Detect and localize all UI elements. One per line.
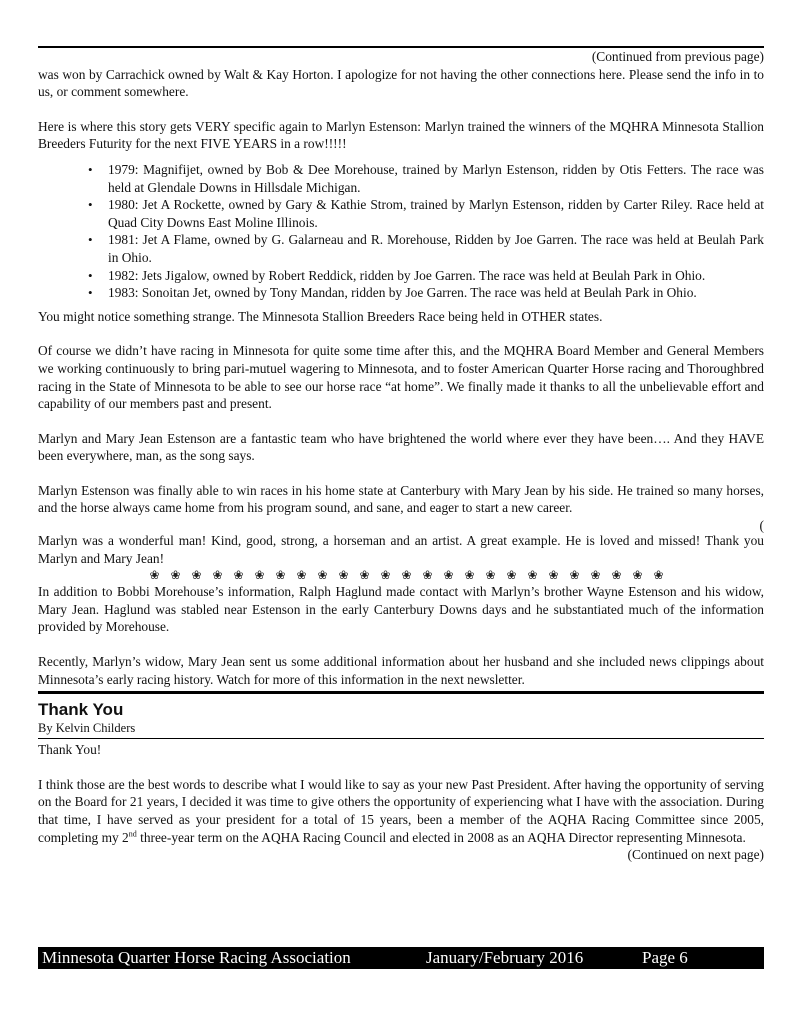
flower-icon: ❀ [401, 568, 412, 583]
flower-icon: ❀ [422, 568, 433, 583]
paragraph-4: Of course we didn’t have racing in Minnesota for quite some time after this, and the MQHRA Board Member and General Members we working continuously to bring pari-mutuel wagering to Minnesota, and to foster American Quarter Horse racing and Thoroughbred racing in the State of Minnesota to be able to see our horse race “at home”. We finally made it thanks to all the unbelievable effort and capability of our members past and present. [38, 343, 764, 412]
flower-icon: ❀ [632, 568, 643, 583]
thank-you-body [38, 776, 764, 846]
byline: By Kelvin Childers [38, 721, 136, 736]
paragraph-1: was won by Carrachick owned by Walt & Kay Horton. I apologize for not having the other connections here. Please send the info in to us, or comment somewhere. [38, 66, 764, 100]
flower-icon: ❀ [464, 568, 475, 583]
list-item: • 1981: Jet A Flame, owned by G. Galarneau and R. Morehouse, Ridden by Joe Garren. The race was held at Beulah Park in Ohio. [108, 231, 764, 266]
flower-icon: ❀ [380, 568, 391, 583]
flower-icon: ❀ [443, 568, 454, 583]
flower-icon: ❀ [485, 568, 496, 583]
section-divider [38, 691, 764, 694]
thank-you-opening: Thank You! [38, 742, 102, 758]
flower-icon: ❀ [653, 568, 664, 583]
list-item: • 1979: Magnifijet, owned by Bob & Dee Morehouse, trained by Marlyn Estenson, ridden by Otis Fetters. The race was held at Glendale Downs in Hillsdale Michigan. [108, 161, 764, 196]
list-item: • 1983: Sonoitan Jet, owned by Tony Mandan, ridden by Joe Garren. The race was held at Beulah Park in Ohio. [108, 284, 764, 302]
flower-icon: ❀ [548, 568, 559, 583]
footer-page-number: Page 6 [642, 948, 688, 967]
paragraph-8: In addition to Bobbi Morehouse’s information, Ralph Haglund made contact with Marlyn’s brother Wayne Estenson and his widow, Mary Jean. Haglund was stabled near Estenson in the early Canterbury Downs days and he substantiated much of the information provided by Morehouse. [38, 584, 764, 635]
section-title: Thank You [38, 700, 124, 720]
page-footer [38, 947, 764, 969]
list-item: • 1980: Jet A Rockette, owned by Gary & Kathie Strom, trained by Marlyn Estenson, ridden by Carter Riley. Race held at Quad City Downs East Moline Illinois. [108, 196, 764, 231]
paragraph-7: Marlyn was a wonderful man! Kind, good, strong, a horseman and an artist. A great example. He is loved and missed! Thank you Marlyn and Mary Jean! [38, 533, 764, 566]
list-item: • 1982: Jets Jigalow, owned by Robert Reddick, ridden by Joe Garren. The race was held at Beulah Park in Ohio. [108, 267, 764, 285]
ordinal-suffix: nd [128, 829, 137, 839]
flower-icon: ❀ [590, 568, 601, 583]
footer-organization: Minnesota Quarter Horse Racing Association [42, 948, 351, 967]
body-text: three-year term on the AQHA Racing Council and elected in 2008 as an AQHA Director representing Minnesota. [136, 829, 746, 845]
paragraph-2: Here is where this story gets VERY specific again to Marlyn Estenson: Marlyn trained the winners of the MQHRA Minnesota Stallion Breeders Futurity for the next FIVE YEARS in a row!!!!! [38, 118, 764, 152]
flower-icon: ❀ [611, 568, 622, 583]
flower-icon: ❀ [191, 568, 202, 583]
body-text: I think those are the best words to describe what I would like to say as your new Past President. After having the opportunity of serving on the Board for 21 years, I decided it was time to give others the opportunity of experiencing what I have with the association. During that time, I have served as your president for a total of 15 years, been a member of the AQHA Racing Committee since 2005, completing my 2 [38, 776, 764, 845]
continued-from-note: (Continued from previous page) [591, 49, 764, 64]
paragraph-5: Marlyn and Mary Jean Estenson are a fantastic team who have brightened the world where ever they have been…. And they HAVE been everywhere, man, as the song says. [38, 430, 764, 464]
paragraph-9: Recently, Marlyn’s widow, Mary Jean sent us some additional information about her husband and she included news clippings about Minnesota’s early racing history. Watch for more of this information in the next newsletter. [38, 654, 764, 687]
flower-icon: ❀ [338, 568, 349, 583]
futurity-winners-list [38, 161, 764, 302]
flower-icon: ❀ [149, 568, 160, 583]
footer-issue: January/February 2016 [426, 948, 584, 967]
flower-icon: ❀ [170, 568, 181, 583]
article-content [38, 48, 764, 864]
flower-divider [38, 567, 764, 583]
flower-icon: ❀ [569, 568, 580, 583]
flower-icon: ❀ [233, 568, 244, 583]
flower-icon: ❀ [359, 568, 370, 583]
flower-icon: ❀ [317, 568, 328, 583]
flower-icon: ❀ [212, 568, 223, 583]
continued-next-note: (Continued on next page) [627, 847, 764, 863]
newsletter-page [38, 0, 764, 1024]
flower-icon: ❀ [527, 568, 538, 583]
flower-icon: ❀ [254, 568, 265, 583]
flower-icon: ❀ [506, 568, 517, 583]
stray-parenthesis: ( [759, 518, 764, 534]
paragraph-3: You might notice something strange. The Minnesota Stallion Breeders Race being held in OTHER states. [38, 308, 603, 324]
flower-icon: ❀ [296, 568, 307, 583]
paragraph-6: Marlyn Estenson was finally able to win races in his home state at Canterbury with Mary Jean by his side. He trained so many horses, and the horse always came home from his program sound, and sane, and eager to start a new career. [38, 482, 764, 516]
flower-icon: ❀ [275, 568, 286, 583]
